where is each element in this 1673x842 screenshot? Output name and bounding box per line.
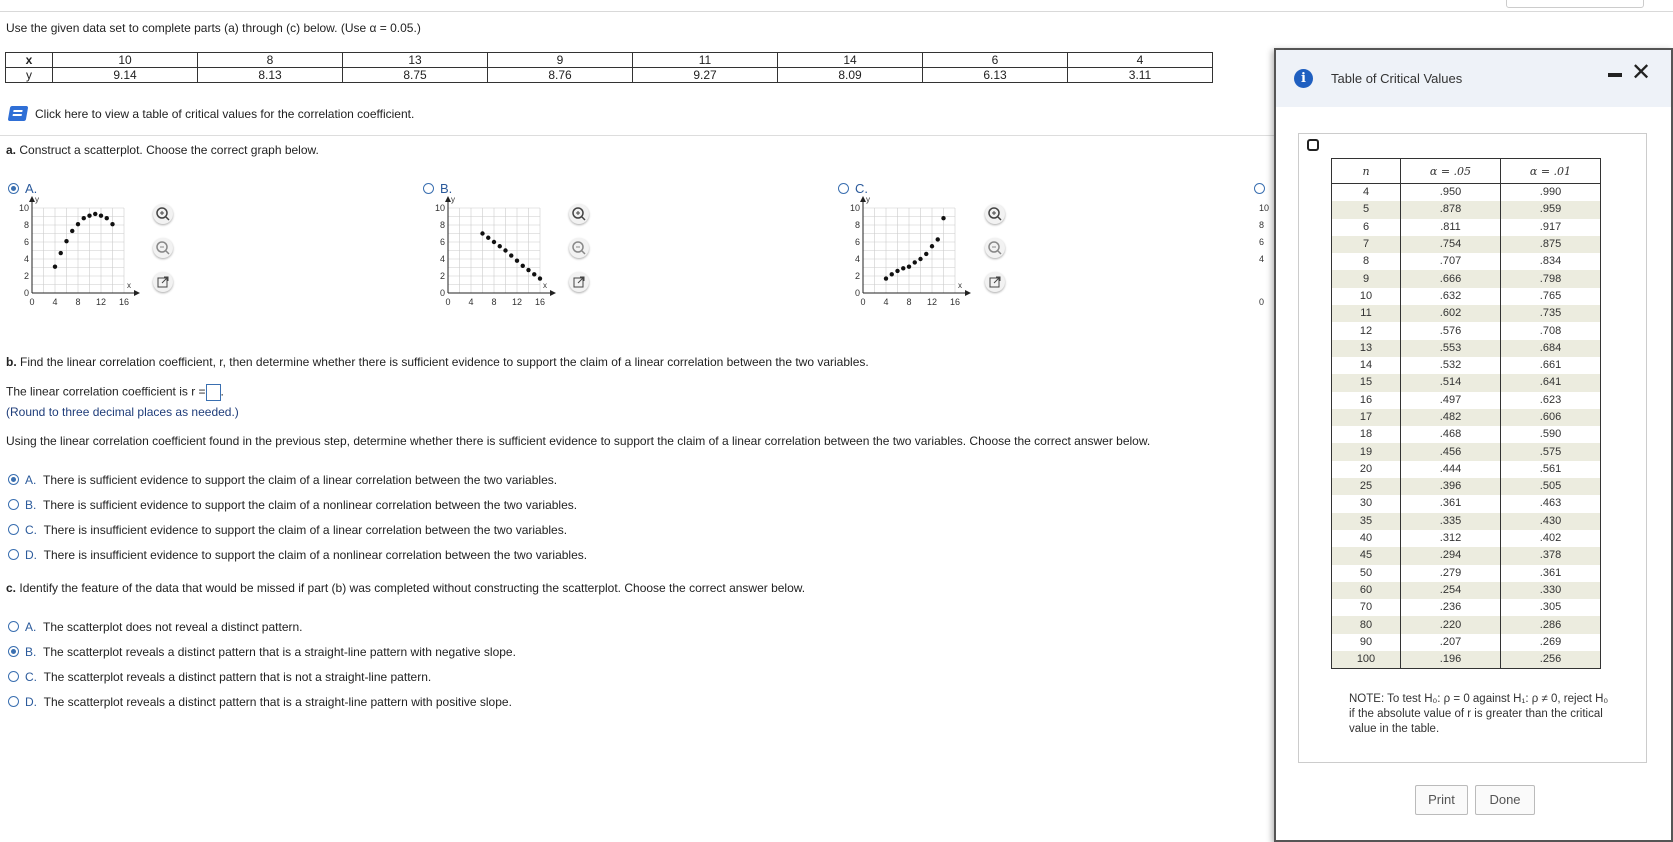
- top-divider: [0, 11, 1673, 12]
- y-tick-label: 8: [23, 220, 29, 230]
- y-tick-label: 6: [439, 237, 445, 247]
- table-row: [1332, 374, 1601, 391]
- scatterplot-b: [428, 195, 573, 330]
- data-point: [532, 272, 536, 276]
- part-b-option-a[interactable]: A. There is sufficient evidence to support the claim of a linear correlation between the two variables.: [25, 473, 558, 487]
- n-cell: 16: [1332, 392, 1401, 409]
- data-point: [492, 240, 496, 244]
- alpha05-cell: .666: [1401, 270, 1501, 287]
- x-tick-label: 16: [534, 297, 546, 307]
- critical-values-dialog: [1274, 48, 1673, 842]
- y-tick-label: 4: [854, 254, 860, 264]
- x-cell: 10: [53, 53, 198, 68]
- data-point: [110, 222, 114, 226]
- data-point: [924, 252, 928, 256]
- alpha01-cell: .641: [1501, 374, 1601, 391]
- y-cell: 9.14: [53, 68, 198, 83]
- part-c-option-d[interactable]: D. The scatterplot reveals a distinct pattern that is a straight-line pattern with positive slope.: [25, 695, 512, 709]
- y-tick-label: 2: [854, 271, 860, 281]
- x-axis-label: x: [127, 281, 131, 290]
- table-row: [1332, 565, 1601, 582]
- part-c-option-b-radio[interactable]: [8, 646, 19, 657]
- scatterplot-d-partial: [1259, 205, 1274, 330]
- part-c-option-a[interactable]: A. The scatterplot does not reveal a distinct pattern.: [25, 620, 303, 634]
- critical-values-link[interactable]: Click here to view a table of critical values for the correlation coefficient.: [35, 107, 415, 121]
- x-cell: 8: [198, 53, 343, 68]
- done-button[interactable]: Done: [1475, 785, 1535, 815]
- table-row: [1332, 582, 1601, 599]
- y-tick-label: 4: [23, 254, 29, 264]
- alpha01-cell: .361: [1501, 565, 1601, 582]
- alpha01-cell: .834: [1501, 253, 1601, 270]
- x-tick-label: 4: [468, 297, 474, 307]
- data-point: [76, 222, 80, 226]
- data-point: [486, 236, 490, 240]
- alpha05-cell: .456: [1401, 443, 1501, 460]
- n-cell: 35: [1332, 513, 1401, 530]
- data-point: [521, 264, 525, 268]
- data-point: [99, 213, 103, 217]
- alpha01-cell: .765: [1501, 288, 1601, 305]
- x-tick-label: 12: [511, 297, 523, 307]
- data-point: [498, 244, 502, 248]
- part-c-option-b[interactable]: B. The scatterplot reveals a distinct pattern that is a straight-line pattern with negative slope.: [25, 645, 516, 659]
- info-icon: i: [1294, 69, 1313, 88]
- part-b-option-b[interactable]: B. There is sufficient evidence to support the claim of a nonlinear correlation between the two variables.: [25, 498, 578, 512]
- alpha05-cell: .482: [1401, 409, 1501, 426]
- alpha05-cell: .220: [1401, 616, 1501, 633]
- popout-icon[interactable]: [153, 272, 173, 292]
- n-cell: 40: [1332, 530, 1401, 547]
- alpha05-cell: .811: [1401, 219, 1501, 236]
- scatterplot-c: [843, 195, 988, 330]
- alpha01-cell: .875: [1501, 236, 1601, 253]
- n-cell: 30: [1332, 495, 1401, 512]
- alpha01-cell: .661: [1501, 357, 1601, 374]
- part-c-option-c-radio[interactable]: [8, 671, 19, 682]
- alpha01-cell: .917: [1501, 219, 1601, 236]
- data-point: [884, 276, 888, 280]
- x-cell: 4: [1068, 53, 1213, 68]
- n-cell: 90: [1332, 634, 1401, 651]
- part-a-option-b-radio[interactable]: [423, 183, 434, 194]
- round-note: (Round to three decimal places as needed.): [6, 405, 239, 419]
- alpha05-cell: .254: [1401, 582, 1501, 599]
- data-point: [70, 229, 74, 233]
- zoom-in-icon[interactable]: [569, 204, 589, 224]
- part-a-option-d-radio[interactable]: [1254, 183, 1265, 194]
- part-b-option-a-radio[interactable]: [8, 474, 19, 485]
- alpha05-cell: .444: [1401, 461, 1501, 478]
- alpha01-cell: .959: [1501, 201, 1601, 218]
- alpha01-cell: .561: [1501, 461, 1601, 478]
- data-point: [64, 239, 68, 243]
- table-row: [1332, 426, 1601, 443]
- alpha05-cell: .532: [1401, 357, 1501, 374]
- alpha05-cell: .553: [1401, 340, 1501, 357]
- n-cell: 25: [1332, 478, 1401, 495]
- y-cell: 8.13: [198, 68, 343, 83]
- table-row: [1332, 513, 1601, 530]
- n-cell: 14: [1332, 357, 1401, 374]
- y-cell: 8.75: [343, 68, 488, 83]
- r-answer-input[interactable]: [206, 384, 221, 401]
- table-row: [1332, 547, 1601, 564]
- table-row: [1332, 201, 1601, 218]
- data-point: [918, 257, 922, 261]
- top-toolbar-box[interactable]: [1506, 0, 1644, 8]
- x-cell: 13: [343, 53, 488, 68]
- y-tick-label: 0: [854, 288, 860, 298]
- alpha01-cell: .505: [1501, 478, 1601, 495]
- alpha01-cell: .378: [1501, 547, 1601, 564]
- y-cell: 3.11: [1068, 68, 1213, 83]
- popout-icon[interactable]: [569, 272, 589, 292]
- data-point: [538, 276, 542, 280]
- x-tick-label: 8: [906, 297, 912, 307]
- alpha01-cell: .590: [1501, 426, 1601, 443]
- y-tick-label: 10: [1259, 203, 1270, 213]
- n-cell: 20: [1332, 461, 1401, 478]
- alpha05-cell: .950: [1401, 184, 1501, 202]
- copy-icon[interactable]: [1307, 139, 1319, 151]
- part-b-prompt: b. Find the linear correlation coefficient, r, then determine whether there is sufficient evidence to support the claim of a linear correlation between the two variables.: [6, 355, 869, 369]
- table-row: [1332, 478, 1601, 495]
- x-axis-arrow: [965, 290, 971, 296]
- part-c-option-d-radio[interactable]: [8, 696, 19, 707]
- alpha01-cell: .256: [1501, 651, 1601, 669]
- x-cell: 11: [633, 53, 778, 68]
- close-icon[interactable]: ✕: [1631, 58, 1652, 86]
- alpha05-cell: .396: [1401, 478, 1501, 495]
- table-row: [1332, 461, 1601, 478]
- data-row-x: [6, 53, 1213, 68]
- n-cell: 15: [1332, 374, 1401, 391]
- n-cell: 10: [1332, 288, 1401, 305]
- y-cell: 9.27: [633, 68, 778, 83]
- n-cell: 6: [1332, 219, 1401, 236]
- n-cell: 9: [1332, 270, 1401, 287]
- table-row: [1332, 392, 1601, 409]
- x-axis-arrow: [134, 290, 140, 296]
- y-tick-label: 4: [1259, 254, 1265, 264]
- y-header: y: [6, 68, 53, 83]
- alpha01-cell: .708: [1501, 322, 1601, 339]
- dialog-title: Table of Critical Values: [1331, 71, 1463, 86]
- part-c-prompt: c. Identify the feature of the data that would be missed if part (b) was completed without constructing the scatterplot. Choose the correct answer below.: [6, 581, 806, 595]
- y-cell: 8.09: [778, 68, 923, 83]
- alpha05-cell: .236: [1401, 599, 1501, 616]
- data-point: [53, 264, 57, 268]
- alpha05-cell: .207: [1401, 634, 1501, 651]
- y-tick-label: 10: [849, 203, 860, 213]
- col-header-alpha05: α = .05: [1401, 159, 1501, 184]
- data-point: [515, 259, 519, 263]
- alpha05-cell: .312: [1401, 530, 1501, 547]
- y-cell: 8.76: [488, 68, 633, 83]
- alpha05-cell: .576: [1401, 322, 1501, 339]
- alpha05-cell: .497: [1401, 392, 1501, 409]
- instructions-text: Use the given data set to complete parts (a) through (c) below. (Use α = 0.05.): [6, 21, 421, 35]
- y-tick-label: 2: [439, 271, 445, 281]
- data-point: [87, 213, 91, 217]
- table-row: [1332, 184, 1601, 202]
- data-row-y: [6, 68, 1213, 83]
- n-cell: 100: [1332, 651, 1401, 669]
- alpha05-cell: .707: [1401, 253, 1501, 270]
- alpha01-cell: .402: [1501, 530, 1601, 547]
- table-row: [1332, 599, 1601, 616]
- data-point: [59, 251, 63, 255]
- print-button[interactable]: Print: [1415, 785, 1468, 815]
- table-row: [1332, 253, 1601, 270]
- alpha05-cell: .514: [1401, 374, 1501, 391]
- y-tick-label: 0: [439, 288, 445, 298]
- y-tick-label: 8: [439, 220, 445, 230]
- zoom-out-icon[interactable]: [985, 238, 1005, 258]
- x-axis-arrow: [550, 290, 556, 296]
- table-row: [1332, 495, 1601, 512]
- n-cell: 12: [1332, 322, 1401, 339]
- alpha05-cell: .632: [1401, 288, 1501, 305]
- y-tick-label: 6: [23, 237, 29, 247]
- zoom-out-icon[interactable]: [569, 238, 589, 258]
- table-row: [1332, 270, 1601, 287]
- alpha01-cell: .990: [1501, 184, 1601, 202]
- dialog-header: [1276, 50, 1671, 107]
- y-tick-label: 4: [439, 254, 445, 264]
- part-a-option-c-radio[interactable]: [838, 183, 849, 194]
- x-tick-label: 0: [1259, 297, 1265, 307]
- alpha05-cell: .602: [1401, 305, 1501, 322]
- col-header-n: n: [1332, 159, 1401, 184]
- x-tick-label: 0: [29, 297, 35, 307]
- alpha01-cell: .735: [1501, 305, 1601, 322]
- data-point: [480, 231, 484, 235]
- table-row: [1332, 305, 1601, 322]
- n-cell: 11: [1332, 305, 1401, 322]
- alpha05-cell: .335: [1401, 513, 1501, 530]
- x-cell: 14: [778, 53, 923, 68]
- n-cell: 13: [1332, 340, 1401, 357]
- table-row: [1332, 322, 1601, 339]
- critical-values-table: [1331, 158, 1601, 669]
- n-cell: 19: [1332, 443, 1401, 460]
- n-cell: 80: [1332, 616, 1401, 633]
- data-point: [890, 272, 894, 276]
- y-tick-label: 8: [854, 220, 860, 230]
- scatterplot-a: [12, 195, 157, 330]
- n-cell: 8: [1332, 253, 1401, 270]
- data-point: [936, 237, 940, 241]
- x-tick-label: 12: [95, 297, 107, 307]
- data-point: [82, 216, 86, 220]
- x-tick-label: 12: [926, 297, 938, 307]
- x-cell: 9: [488, 53, 633, 68]
- table-row: [1332, 409, 1601, 426]
- n-cell: 60: [1332, 582, 1401, 599]
- minimize-icon[interactable]: [1608, 73, 1622, 77]
- part-a-option-b-label[interactable]: B.: [440, 181, 453, 196]
- x-tick-label: 4: [883, 297, 889, 307]
- n-cell: 4: [1332, 184, 1401, 202]
- y-axis-label: y: [35, 195, 39, 204]
- x-tick-label: 16: [949, 297, 961, 307]
- n-cell: 17: [1332, 409, 1401, 426]
- y-axis-label: y: [451, 195, 455, 204]
- x-axis-label: x: [958, 281, 962, 290]
- x-tick-label: 0: [445, 297, 451, 307]
- n-cell: 70: [1332, 599, 1401, 616]
- table-header-row: [1332, 159, 1601, 184]
- part-a-option-a-radio[interactable]: [8, 183, 19, 194]
- part-c-option-a-radio[interactable]: [8, 621, 19, 632]
- table-row: [1332, 288, 1601, 305]
- alpha01-cell: .330: [1501, 582, 1601, 599]
- table-row: [1332, 651, 1601, 669]
- part-c-option-c[interactable]: C. The scatterplot reveals a distinct pattern that is not a straight-line pattern.: [25, 670, 432, 684]
- alpha01-cell: .623: [1501, 392, 1601, 409]
- y-tick-label: 6: [1259, 237, 1265, 247]
- zoom-in-icon[interactable]: [985, 204, 1005, 224]
- critical-values-note: NOTE: To test H₀: ρ = 0 against H₁: ρ ≠ 0, reject H₀ if the absolute value of r is greater than the critical value in the table.: [1349, 693, 1609, 735]
- alpha05-cell: .196: [1401, 651, 1501, 669]
- x-tick-label: 16: [118, 297, 130, 307]
- table-row: [1332, 236, 1601, 253]
- alpha05-cell: .878: [1401, 201, 1501, 218]
- data-table: [5, 52, 1213, 83]
- section-divider: [0, 135, 1275, 136]
- data-point: [941, 216, 945, 220]
- alpha05-cell: .468: [1401, 426, 1501, 443]
- data-point: [526, 268, 530, 272]
- x-tick-label: 0: [860, 297, 866, 307]
- part-b-option-c-radio[interactable]: [8, 524, 19, 535]
- data-point: [93, 212, 97, 216]
- part-b-option-d[interactable]: D. There is insufficient evidence to support the claim of a nonlinear correlation between the two variables.: [25, 548, 588, 562]
- dialog-body: [1298, 133, 1647, 763]
- alpha01-cell: .575: [1501, 443, 1601, 460]
- x-tick-label: 8: [75, 297, 81, 307]
- zoom-in-icon[interactable]: [153, 204, 173, 224]
- n-cell: 5: [1332, 201, 1401, 218]
- alpha01-cell: .684: [1501, 340, 1601, 357]
- part-b-option-d-radio[interactable]: [8, 549, 19, 560]
- x-tick-label: 8: [491, 297, 497, 307]
- y-tick-label: 10: [18, 203, 29, 213]
- table-row: [1332, 443, 1601, 460]
- alpha01-cell: .463: [1501, 495, 1601, 512]
- x-tick-label: 4: [52, 297, 58, 307]
- alpha01-cell: .305: [1501, 599, 1601, 616]
- alpha01-cell: .606: [1501, 409, 1601, 426]
- table-row: [1332, 340, 1601, 357]
- alpha05-cell: .294: [1401, 547, 1501, 564]
- data-point: [901, 266, 905, 270]
- y-tick-label: 8: [1259, 220, 1265, 230]
- y-tick-label: 10: [434, 203, 445, 213]
- alpha01-cell: .430: [1501, 513, 1601, 530]
- y-tick-label: 2: [23, 271, 29, 281]
- alpha05-cell: .361: [1401, 495, 1501, 512]
- y-tick-label: 0: [23, 288, 29, 298]
- alpha01-cell: .798: [1501, 270, 1601, 287]
- data-point: [930, 244, 934, 248]
- part-b-option-b-radio[interactable]: [8, 499, 19, 510]
- r-question: The linear correlation coefficient is r = .: [6, 384, 224, 401]
- data-point: [509, 253, 513, 257]
- popout-icon[interactable]: [985, 272, 1005, 292]
- alpha05-cell: .754: [1401, 236, 1501, 253]
- part-b-option-c[interactable]: C. There is insufficient evidence to support the claim of a linear correlation between the two variables.: [25, 523, 568, 537]
- part-a-option-a-label[interactable]: A.: [25, 181, 38, 196]
- y-tick-label: 6: [854, 237, 860, 247]
- n-cell: 45: [1332, 547, 1401, 564]
- alpha05-cell: .279: [1401, 565, 1501, 582]
- data-point: [907, 264, 911, 268]
- book-icon[interactable]: [8, 106, 29, 121]
- table-row: [1332, 219, 1601, 236]
- table-row: [1332, 357, 1601, 374]
- part-a-prompt: a. Construct a scatterplot. Choose the correct graph below.: [6, 143, 319, 157]
- alpha01-cell: .269: [1501, 634, 1601, 651]
- zoom-out-icon[interactable]: [153, 238, 173, 258]
- data-point: [503, 248, 507, 252]
- table-row: [1332, 530, 1601, 547]
- y-cell: 6.13: [923, 68, 1068, 83]
- x-header: x: [6, 53, 53, 68]
- col-header-alpha01: α = .01: [1501, 159, 1601, 184]
- part-a-option-c-label[interactable]: C.: [855, 181, 868, 196]
- n-cell: 18: [1332, 426, 1401, 443]
- data-point: [105, 216, 109, 220]
- table-row: [1332, 634, 1601, 651]
- n-cell: 7: [1332, 236, 1401, 253]
- alpha01-cell: .286: [1501, 616, 1601, 633]
- x-cell: 6: [923, 53, 1068, 68]
- table-row: [1332, 616, 1601, 633]
- data-point: [913, 260, 917, 264]
- x-axis-label: x: [543, 281, 547, 290]
- n-cell: 50: [1332, 565, 1401, 582]
- y-axis-label: y: [866, 195, 870, 204]
- part-b-question2: Using the linear correlation coefficient found in the previous step, determine whether there is sufficient evidence to support the claim of a linear correlation between the two variables. Choose the correct answer below.: [6, 434, 1151, 448]
- data-point: [895, 269, 899, 273]
